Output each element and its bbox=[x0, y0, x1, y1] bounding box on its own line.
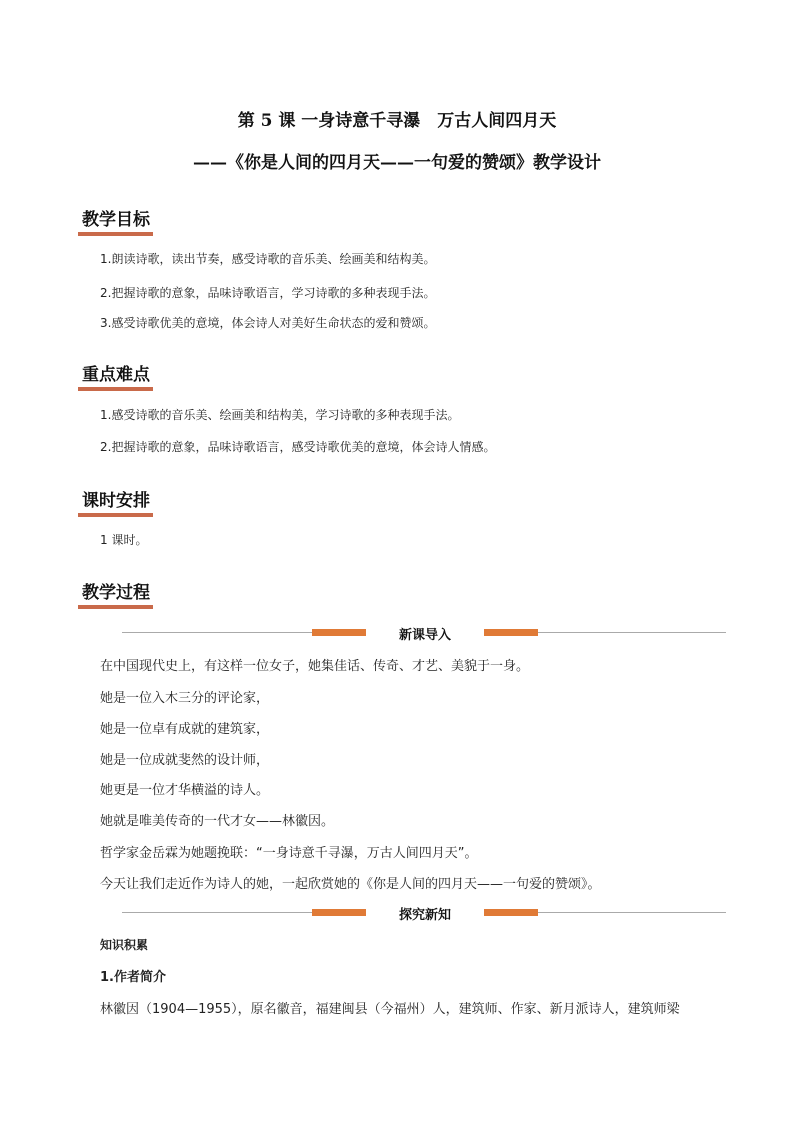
intro-line: 她是一位成就斐然的设计师， bbox=[100, 753, 270, 768]
goal-item: 2.把握诗歌的意象，品味诗歌语言，学习诗歌的多种表现手法。 bbox=[100, 286, 436, 300]
divider-accent-left bbox=[312, 629, 372, 636]
intro-line: 她是一位入木三分的评论家， bbox=[100, 691, 270, 706]
section-heading-keypoints bbox=[78, 360, 153, 387]
divider-label: 探究新知 bbox=[366, 904, 484, 923]
divider-accent-left bbox=[312, 909, 372, 916]
section-heading-schedule bbox=[78, 486, 153, 513]
intro-line: 哲学家金岳霖为她题挽联：“一身诗意千寻瀑，万古人间四月天”。 bbox=[100, 846, 478, 861]
goal-item: 3.感受诗歌优美的意境，体会诗人对美好生命状态的爱和赞颂。 bbox=[100, 316, 436, 330]
knowledge-heading: 知识积累 bbox=[100, 938, 149, 952]
section-heading-keypoints-text: 重点难点 bbox=[82, 365, 150, 385]
intro-line: 她就是唯美传奇的一代才女——林徽因。 bbox=[100, 814, 335, 829]
section-heading-underline bbox=[78, 605, 153, 609]
goal-item: 1.朗读诗歌，读出节奏，感受诗歌的音乐美、绘画美和结构美。 bbox=[100, 252, 436, 266]
divider-explore bbox=[122, 906, 726, 923]
lesson-title: 第 5 课 一身诗意千寻瀑 万古人间四月天 bbox=[237, 111, 557, 131]
intro-line: 她是一位卓有成就的建筑家， bbox=[100, 722, 270, 737]
keypoint-item: 2.把握诗歌的意象，品味诗歌语言，感受诗歌优美的意境，体会诗人情感。 bbox=[100, 440, 496, 454]
divider-accent-right bbox=[478, 629, 538, 636]
section-heading-underline bbox=[78, 513, 153, 517]
section-heading-schedule-text: 课时安排 bbox=[82, 491, 150, 511]
section-heading-process bbox=[78, 578, 153, 605]
section-heading-goals-text: 教学目标 bbox=[82, 210, 150, 230]
author-text: 林徽因（1904—1955），原名徽音，福建闽县（今福州）人，建筑师、作家、新月派诗人，建筑师梁 bbox=[100, 1002, 680, 1017]
divider-accent-right bbox=[478, 909, 538, 916]
keypoint-item: 1.感受诗歌的音乐美、绘画美和结构美，学习诗歌的多种表现手法。 bbox=[100, 408, 460, 422]
section-heading-goals bbox=[78, 205, 153, 232]
section-heading-process-text: 教学过程 bbox=[82, 583, 150, 603]
section-heading-underline bbox=[78, 232, 153, 236]
lesson-subtitle: ——《你是人间的四月天——一句爱的赞颂》教学设计 bbox=[193, 153, 601, 173]
intro-line: 今天让我们走近作为诗人的她，一起欣赏她的《你是人间的四月天——一句爱的赞颂》。 bbox=[100, 877, 601, 892]
schedule-item: 1 课时。 bbox=[100, 533, 148, 547]
divider-label: 新课导入 bbox=[366, 624, 484, 643]
author-heading: 1.作者简介 bbox=[100, 970, 166, 985]
section-heading-underline bbox=[78, 387, 153, 391]
intro-line: 在中国现代史上，有这样一位女子，她集佳话、传奇、才艺、美貌于一身。 bbox=[100, 659, 530, 674]
intro-line: 她更是一位才华横溢的诗人。 bbox=[100, 783, 270, 798]
divider-new-lesson bbox=[122, 626, 726, 643]
